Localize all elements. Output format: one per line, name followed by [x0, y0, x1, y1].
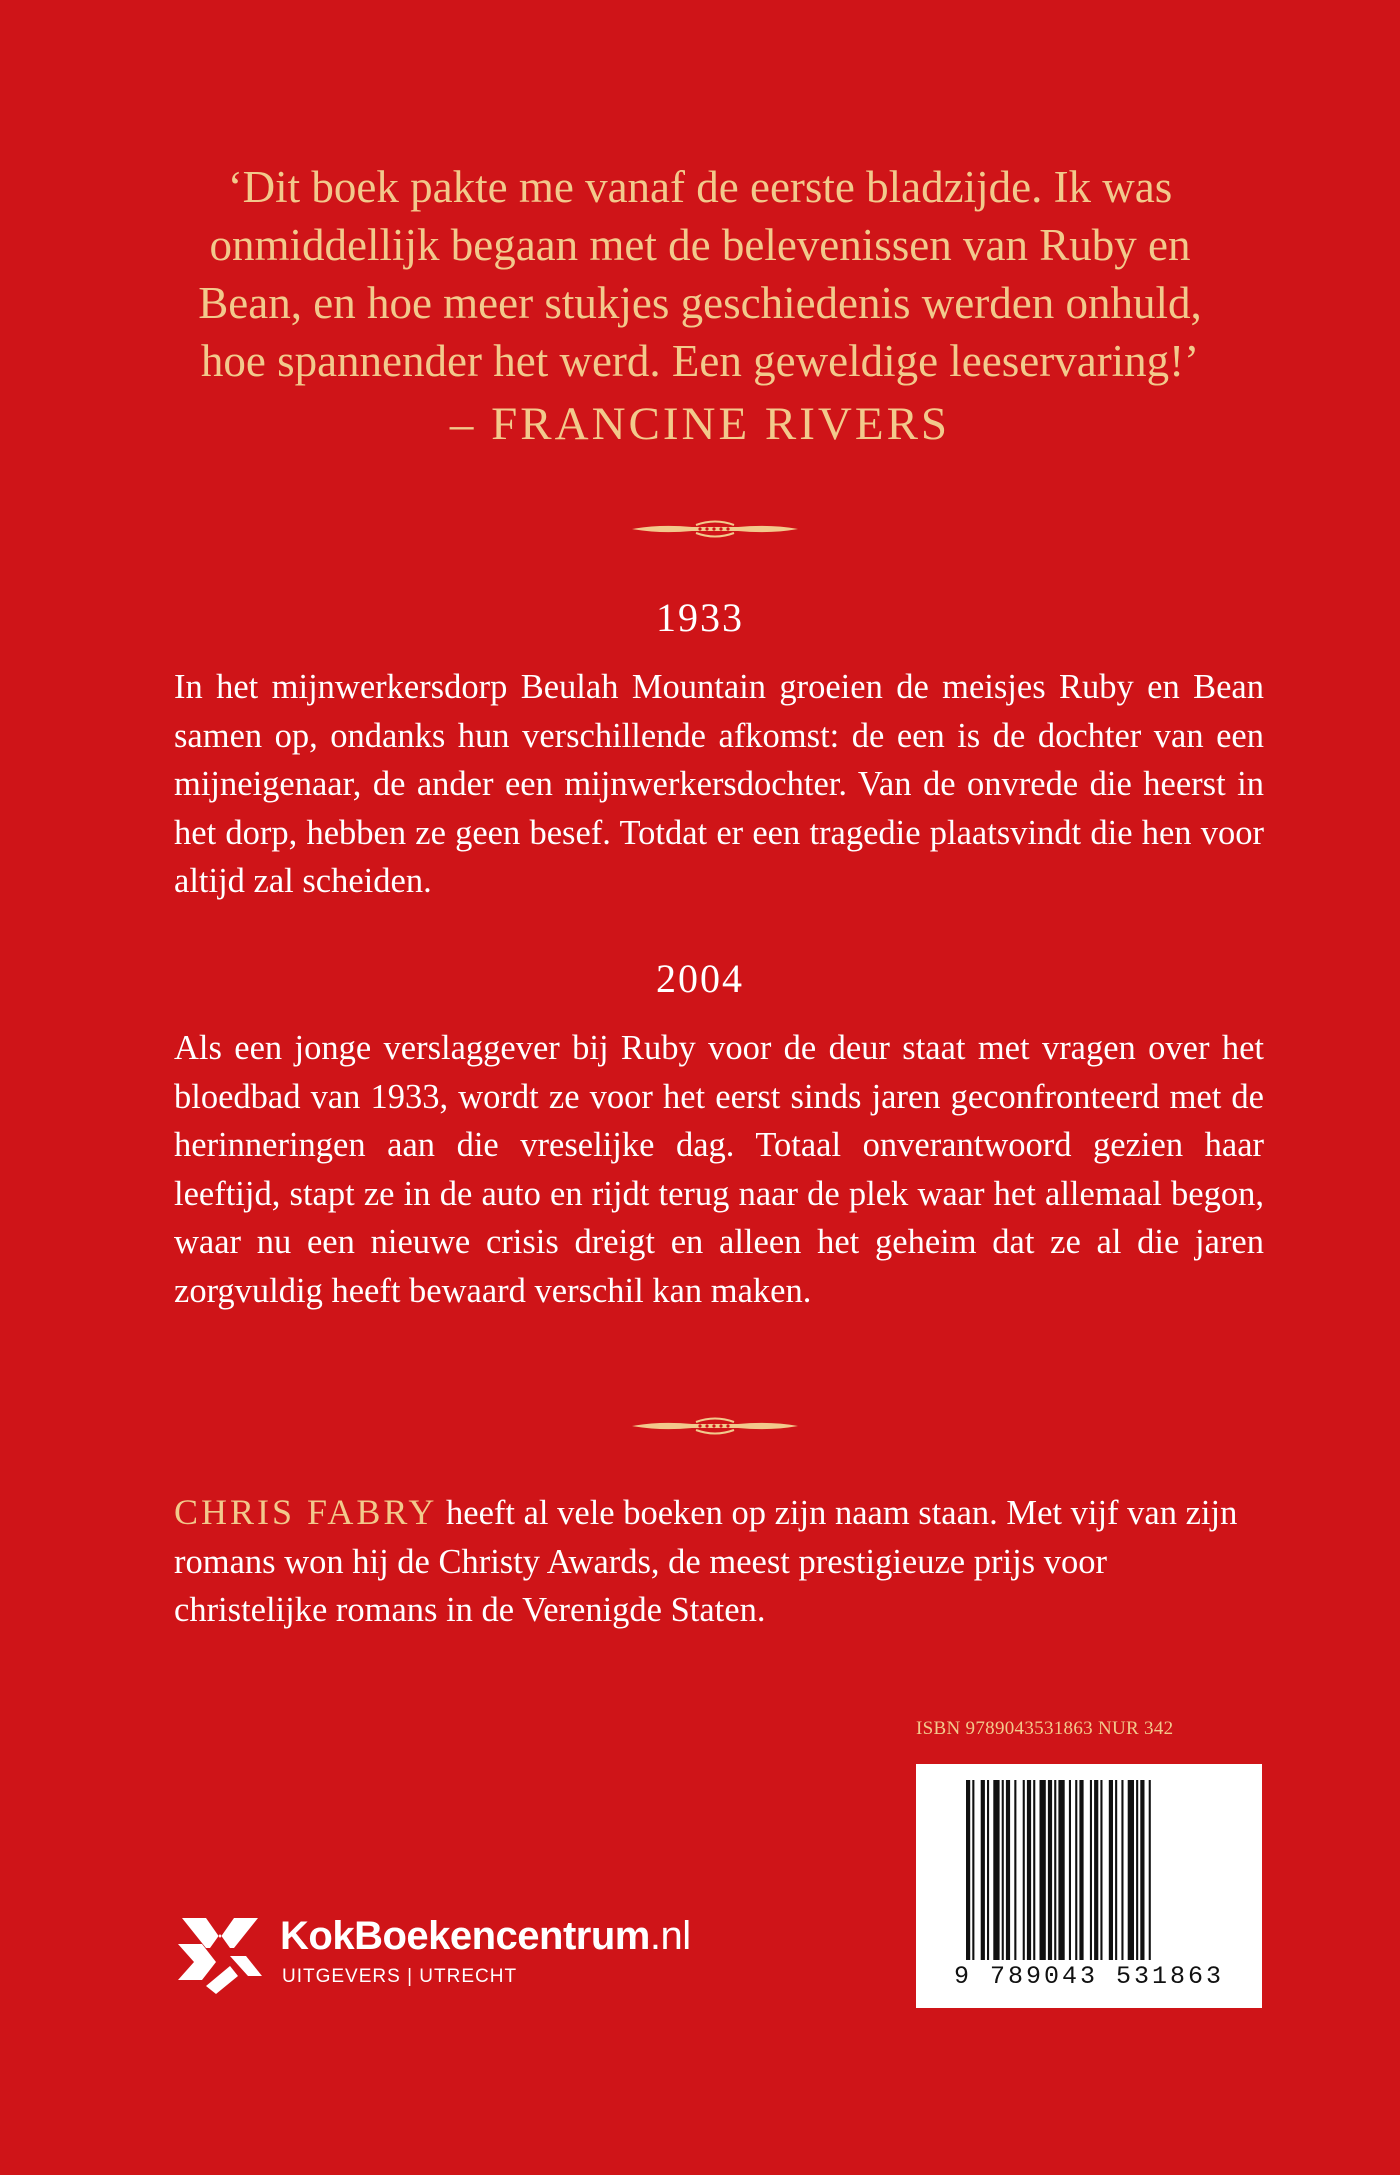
isbn-nur-line: ISBN 9789043531863 NUR 342 — [916, 1718, 1174, 1739]
synopsis-2004: Als een jonge verslaggever bij Ruby voor de deur staat met vragen over het bloedbad van 1933, wordt ze voor het eerst sinds jaren geconfronteerd met de herinneringen aan die vreselijke dag. Totaal onverantwoord gezien haar leeftijd, stapt ze in de auto en rijdt terug naar de plek waar het allemaal begon, waar nu een nieuwe crisis dreigt en alleen het geheim dat ze al die jaren zorgvuldig heeft bewaard verschil kan maken. — [174, 1029, 1264, 1310]
quote-line: hoe spannender het werd. Een geweldige leeservaring!’ — [200, 336, 1200, 386]
year-heading-1933: 1933 — [656, 595, 744, 640]
author-name: CHRIS FABRY — [174, 1492, 438, 1532]
author-bio — [174, 1488, 1264, 1635]
ornament-divider-icon — [630, 1414, 800, 1438]
endorsement-quote — [160, 158, 1240, 458]
quote-line: onmiddellijk begaan met de belevenissen van Ruby en — [209, 220, 1191, 270]
quote-attribution: – FRANCINE RIVERS — [449, 398, 951, 450]
barcode — [916, 1764, 1262, 2008]
ornament-divider-icon — [630, 517, 800, 541]
author-bio-text: heeft al vele boeken op zijn naam staan. Met vijf van zijn romans won hij de Christy Awards, de meest prestigieuze prijs voor christelijke romans in de Verenigde Staten. — [174, 1494, 1238, 1629]
publisher-logo — [172, 1904, 732, 2004]
publisher-name — [280, 1914, 691, 1959]
barcode-digits: 9 789043 531863 — [953, 1962, 1225, 1991]
synopsis-1933: In het mijnwerkersdorp Beulah Mountain groeien de meisjes Ruby en Bean samen op, ondanks hun verschillende afkomst: de een is de dochter van een mijneigenaar, de ander een mijnwerkersdochter. Van de onvrede die heerst in het dorp, hebben ze geen besef. Totdat er een tragedie plaatsvindt die hen voor altijd zal scheiden. — [174, 668, 1264, 900]
year-heading-2004: 2004 — [656, 956, 744, 1001]
publisher-mark-icon — [172, 1904, 268, 2000]
quote-line: Bean, en hoe meer stukjes geschiedenis werden onhuld, — [198, 278, 1202, 328]
quote-line: ‘Dit boek pakte me vanaf de eerste bladzijde. Ik was — [227, 162, 1173, 212]
barcode-bars-icon — [966, 1780, 1212, 1960]
publisher-tld: .nl — [649, 1914, 691, 1958]
publisher-subtitle: UITGEVERS | UTRECHT — [282, 1966, 518, 1987]
publisher-name-text: KokBoekencentrum — [280, 1914, 650, 1958]
